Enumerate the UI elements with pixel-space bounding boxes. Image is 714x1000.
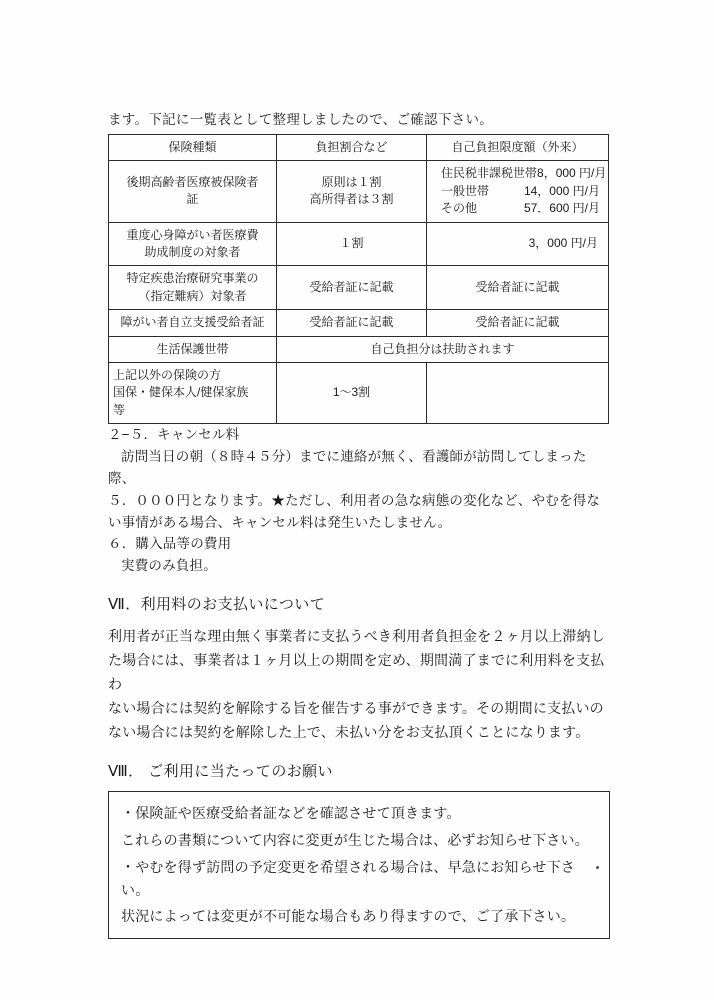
cell-limit <box>427 161 609 222</box>
section-payment <box>108 593 608 744</box>
table-header-row <box>109 135 609 161</box>
table-row <box>109 310 609 336</box>
section-7-line-1: 利用者が正当な理由無く事業者に支払うべき利用者負担金を２ヶ月以上滞納し <box>108 628 605 645</box>
insurance-fee-table <box>108 134 609 424</box>
section-6-body: 実費のみ負担。 <box>121 558 217 574</box>
cell-limit <box>427 362 609 423</box>
header-self-pay-limit: 自己負担限度額（外来） <box>427 135 609 161</box>
page-speck <box>596 866 599 869</box>
cell-rate: 受給者証に記載 <box>277 266 427 310</box>
limit-line: 一般世帯 14，000 円/月 <box>441 183 600 198</box>
section-7-line-2: た場合には、事業者は１ヶ月以上の期間を定め、期間満了までに利用料を支払わ <box>108 652 605 693</box>
cell-merged-note: 自己負担分は扶助されます <box>277 336 609 362</box>
notice-box <box>108 791 610 938</box>
cell-category: 生活保護世帯 <box>109 336 277 362</box>
notice-line-3: ・やむを得ず訪問の予定変更を希望される場合は、早急にお知らせ下さい。 <box>121 858 575 898</box>
cell-category: 上記以外の保険の方 国保・健保本人/健保家族 等 <box>109 362 277 423</box>
section-2-5-line-3: い事情がある場合、キャンセル料は発生いたしません。 <box>108 514 452 530</box>
table-row <box>109 362 609 423</box>
table-row <box>109 336 609 362</box>
cell-category: 後期高齢者医療被保険者 証 <box>109 161 277 222</box>
section-2-5-line-2: ５．０００円となります。★ただし、利用者の急な病態の変化など、やむを得な <box>108 492 601 508</box>
notice-line-4: 状況によっては変更が不可能な場合もあり得ますので、ご了承下さい。 <box>121 908 576 925</box>
cell-rate: 1～3割 <box>277 362 427 423</box>
document-content <box>108 108 608 939</box>
cell-limit: 受給者証に記載 <box>427 310 609 336</box>
cell-rate: 受給者証に記載 <box>277 310 427 336</box>
notice-line-2: これらの書類について内容に変更が生じた場合は、必ずお知らせ下さい。 <box>121 832 589 849</box>
limit-line: その他 57．600 円/月 <box>441 201 600 216</box>
header-burden-rate: 負担割合など <box>277 135 427 161</box>
limit-line: 住民税非課税世帯 8，000 円/月 <box>441 166 607 181</box>
header-insurance-type: 保険種類 <box>109 135 277 161</box>
table-row <box>109 266 609 310</box>
cell-category: 障がい者自立支援受給者証 <box>109 310 277 336</box>
cell-rate: 原則は１割 高所得者は３割 <box>277 161 427 222</box>
section-2-5-heading: ２−５．キャンセル料 <box>108 427 240 443</box>
section-7-line-3: ない場合には契約を解除する旨を催告する事ができます。その期間に支払いの <box>108 700 604 717</box>
table-row <box>109 222 609 266</box>
cell-category: 特定疾患治療研究事業の （指定難病）対象者 <box>109 266 277 310</box>
notice-line-1: ・保険証や医療受給者証などを確認させて頂きます。 <box>121 805 461 822</box>
cell-limit: 3，000 円/月 <box>427 222 609 266</box>
section-cancellation-fee <box>108 424 608 533</box>
cell-category: 重度心身障がい者医療費 助成制度の対象者 <box>109 222 277 266</box>
section-requests <box>108 760 608 938</box>
lead-paragraph: ます。下記に一覧表として整理しましたので、ご確認下さい。 <box>108 112 494 127</box>
section-2-5-line-1: 訪問当日の朝（８時４５分）までに連絡が無く、看護師が訪問してしまった際、 <box>108 448 587 486</box>
section-7-heading: Ⅶ．利用料のお支払いについて <box>108 596 326 614</box>
section-purchase-cost <box>108 533 608 577</box>
section-7-line-4: ない場合には契約を解除した上で、未払い分をお支払頂くことになります。 <box>108 724 590 741</box>
section-6-heading: ６．購入品等の費用 <box>108 536 232 552</box>
table-row <box>109 161 609 222</box>
section-8-heading: Ⅷ． ご利用に当たってのお願い <box>108 763 333 781</box>
cell-rate: １割 <box>277 222 427 266</box>
cell-limit: 受給者証に記載 <box>427 266 609 310</box>
